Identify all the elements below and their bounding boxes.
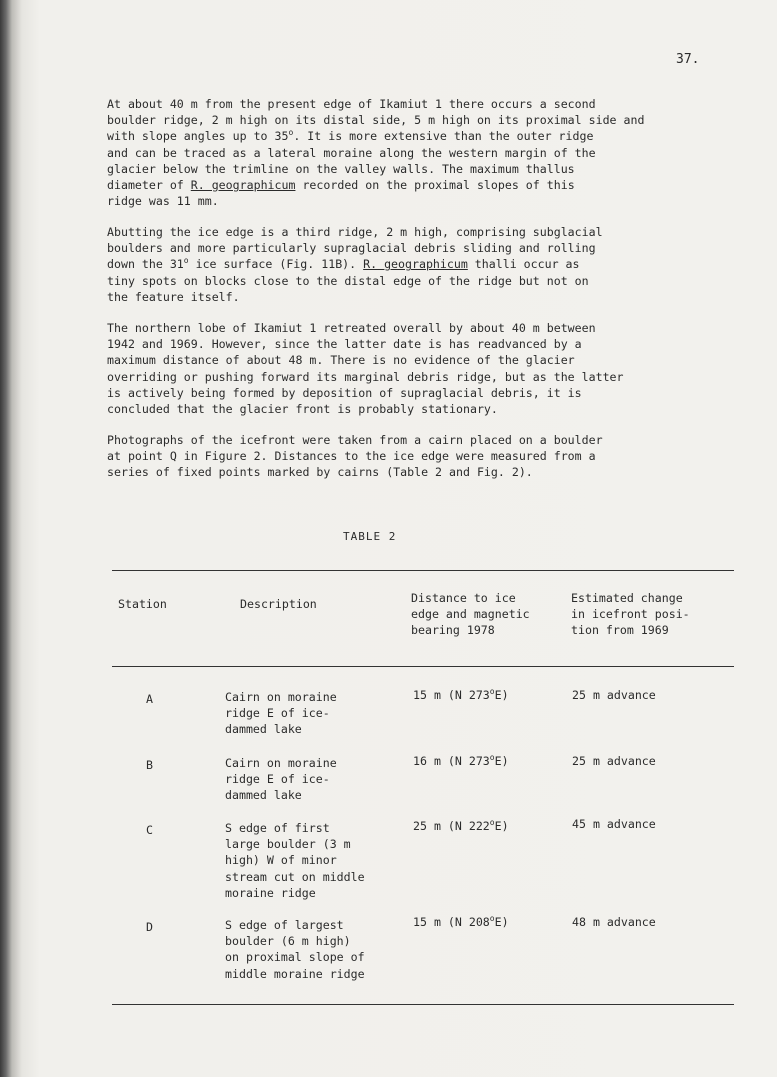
paragraph-second-ridge	[107, 96, 727, 209]
degree-sign: o	[489, 753, 495, 763]
paragraph-northern-lobe: The northern lobe of Ikamiut 1 retreated overall by about 40 m between 1942 and 1969. However, since the latter date is has readvanced by a maximum distance of about 48 m. There is no evidence of the glacier overriding or pushing forward its marginal debris ridge, but as the latter is actively being formed by deposition of supraglacial debris, it is concluded that the glacier front is probably stationary.	[107, 321, 624, 417]
table-row-change: 25 m advance	[572, 754, 656, 768]
distance-unit: E)	[494, 915, 509, 929]
table-row-station: A	[146, 692, 153, 706]
table-caption: TABLE 2	[343, 530, 397, 543]
table-row-description: S edge of first large boulder (3 m high) W of minor stream cut on middle moraine ridge	[225, 821, 365, 900]
table-row-station: B	[146, 758, 153, 772]
table-row-change: 25 m advance	[572, 688, 656, 702]
header-distance: Distance to ice edge and magnetic bearing 1978	[411, 591, 530, 638]
table-row-description: Cairn on moraine ridge E of ice- dammed lake	[225, 756, 337, 803]
header-change: Estimated change in icefront posi- tion from 1969	[571, 591, 690, 638]
table-row-distance	[413, 818, 509, 834]
table-row-description: S edge of largest boulder (6 m high) on proximal slope of middle moraine ridge	[225, 918, 365, 981]
table-row-station: C	[146, 823, 153, 837]
header-description: Description	[240, 597, 317, 611]
p1-text-a: At about 40 m from the present edge of Ikamiut 1 there occurs a second boulder ridge, 2 m high on its distal side, 5 m high on its proximal side and with slope angles up to 35	[107, 97, 645, 144]
table-row-change: 48 m advance	[572, 915, 656, 929]
degree-sign: o	[489, 687, 495, 697]
degree-sign: o	[489, 818, 495, 828]
table-bottom-rule	[112, 1004, 734, 1005]
degree-sign: o	[183, 256, 189, 266]
degree-sign: o	[288, 128, 294, 138]
table-row-distance	[413, 914, 509, 930]
table-row-description: Cairn on moraine ridge E of ice- dammed lake	[225, 690, 337, 737]
page-number: 37.	[676, 52, 700, 67]
distance-text: 15 m (N 208	[413, 915, 490, 929]
distance-unit: E)	[494, 819, 509, 833]
header-station: Station	[118, 597, 167, 611]
distance-unit: E)	[494, 754, 509, 768]
p2-text-b: ice surface (Fig. 11B).	[188, 257, 364, 272]
species-name: R. geographicum	[190, 178, 296, 193]
p1-text-c: recorded on the proximal slopes of this ridge was 11 mm.	[107, 178, 575, 209]
table-row-change: 45 m advance	[572, 817, 656, 831]
paragraph-third-ridge	[107, 224, 727, 305]
p2-text-a: Abutting the ice edge is a third ridge, 2 m high, comprising subglacial boulders and more particularly supraglacial debris sliding and rolling down the 31	[107, 225, 603, 272]
paragraph-photographs: Photographs of the icefront were taken from a cairn placed on a boulder at point Q in Figure 2. Distances to the ice edge were measured from a series of fixed points marked by cairns (Table 2 and Fig. 2).	[107, 433, 603, 480]
distance-text: 25 m (N 222	[413, 819, 490, 833]
distance-unit: E)	[494, 688, 509, 702]
distance-text: 15 m (N 273	[413, 688, 490, 702]
species-name: R. geographicum	[363, 257, 468, 272]
table-top-rule	[112, 570, 734, 571]
table-header-rule	[112, 666, 734, 667]
distance-text: 16 m (N 273	[413, 754, 490, 768]
table-row-distance	[413, 753, 509, 769]
table-row-distance	[413, 687, 509, 703]
degree-sign: o	[489, 914, 495, 924]
p2-text-c: thalli occur as tiny spots on blocks close to the distal edge of the ridge but not on the feature itself.	[107, 257, 589, 304]
table-row-station: D	[146, 920, 153, 934]
p1-text-b: . It is more extensive than the outer ridge and can be traced as a lateral moraine along the western margin of the glacier below the trimline on the valley walls. The maximum thallus diameter of	[107, 129, 596, 193]
